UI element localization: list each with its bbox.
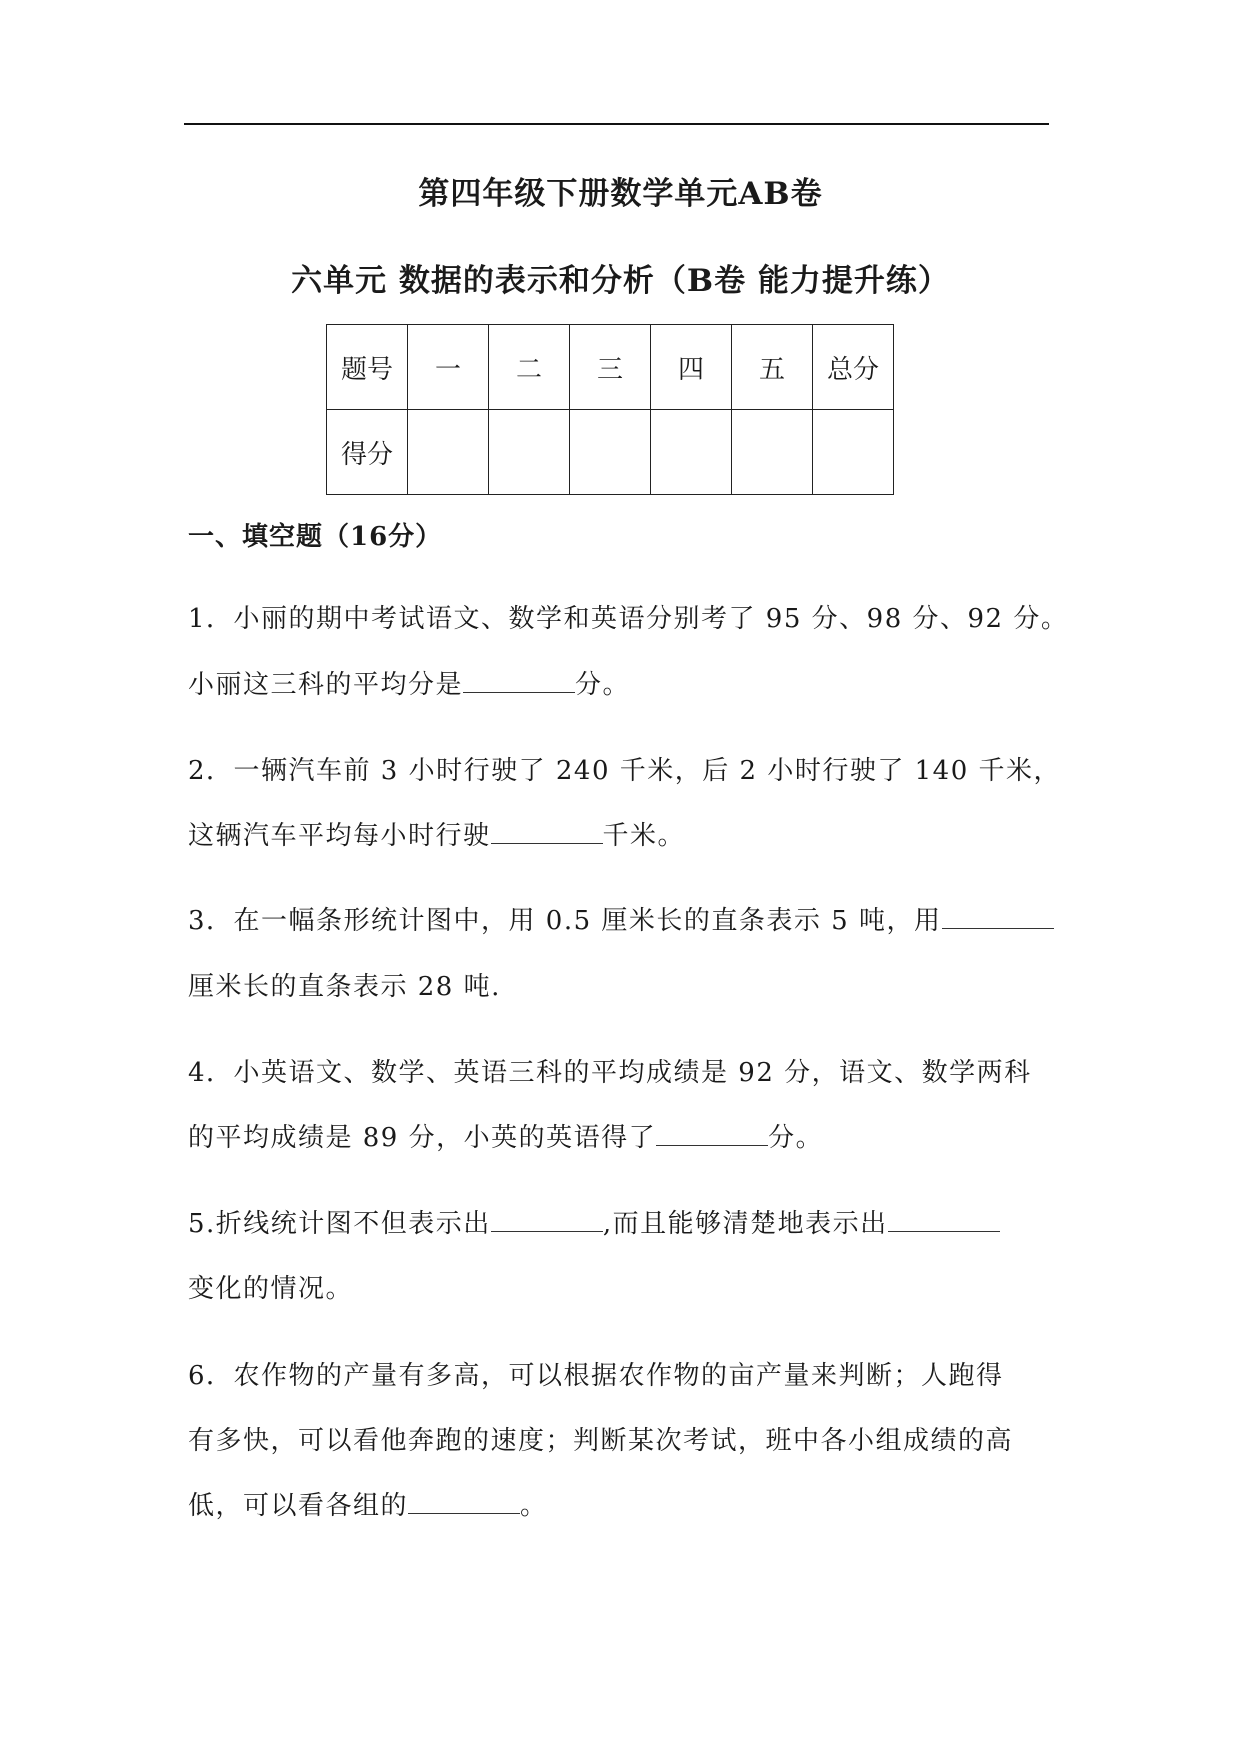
score-table <box>326 324 894 495</box>
q4-blank[interactable] <box>656 1121 768 1146</box>
q3-blank[interactable] <box>942 904 1054 929</box>
q5-text-a: 5.折线统计图不但表示出 <box>188 1209 491 1239</box>
score-input-4[interactable] <box>651 410 732 495</box>
q6-blank[interactable] <box>408 1489 520 1514</box>
q1-line1: 1．小丽的期中考试语文、数学和英语分别考了 95 分、98 分、92 分。 <box>188 604 1069 634</box>
q1-blank[interactable] <box>463 668 575 693</box>
q2-unit: 千米。 <box>602 821 686 851</box>
q4-text: 的平均成绩是 89 分，小英的英语得了 <box>188 1123 657 1153</box>
q1-text: 小丽这三科的平均分是 <box>188 670 464 700</box>
score-cell-4: 四 <box>651 325 732 410</box>
q2-line2 <box>188 815 685 852</box>
section-heading: 一、填空题（16分） <box>188 522 443 552</box>
page-title: 第四年级下册数学单元AB卷 <box>418 176 823 212</box>
score-table-score-row <box>327 410 894 495</box>
q6-line3 <box>188 1485 548 1522</box>
header-rule <box>184 123 1049 125</box>
q6-end: 。 <box>520 1491 548 1521</box>
q5-text-b: ,而且能够清楚地表示出 <box>602 1209 888 1239</box>
score-input-3[interactable] <box>570 410 651 495</box>
q6-line2: 有多快，可以看他奔跑的速度；判断某次考试，班中各小组成绩的高 <box>188 1426 1014 1456</box>
score-cell-3: 三 <box>570 325 651 410</box>
score-input-1[interactable] <box>408 410 489 495</box>
q5-blank-1[interactable] <box>491 1207 603 1232</box>
q3-text: 3．在一幅条形统计图中，用 0.5 厘米长的直条表示 5 吨，用 <box>188 906 942 936</box>
q4-line2 <box>188 1117 823 1154</box>
score-cell-label: 题号 <box>327 325 408 410</box>
page-subtitle: 六单元 数据的表示和分析（B卷 能力提升练） <box>291 263 950 299</box>
score-table-header-row <box>327 325 894 410</box>
q5-line2: 变化的情况。 <box>188 1274 354 1304</box>
q4-line1: 4．小英语文、数学、英语三科的平均成绩是 92 分，语文、数学两科 <box>188 1058 1032 1088</box>
score-cell-total: 总分 <box>813 325 894 410</box>
q5-line1 <box>188 1203 1000 1240</box>
q2-blank[interactable] <box>491 819 603 844</box>
q5-blank-2[interactable] <box>888 1207 1000 1232</box>
q3-line1 <box>188 900 1054 937</box>
score-row-label: 得分 <box>327 410 408 495</box>
score-input-total[interactable] <box>813 410 894 495</box>
q4-unit: 分。 <box>768 1123 824 1153</box>
q2-text: 这辆汽车平均每小时行驶 <box>188 821 491 851</box>
q2-line1: 2．一辆汽车前 3 小时行驶了 240 千米，后 2 小时行驶了 140 千米， <box>188 756 1061 786</box>
score-cell-2: 二 <box>489 325 570 410</box>
q6-line1: 6．农作物的产量有多高，可以根据农作物的亩产量来判断；人跑得 <box>188 1361 1004 1391</box>
score-input-5[interactable] <box>732 410 813 495</box>
q1-line2 <box>188 664 630 701</box>
q6-text: 低，可以看各组的 <box>188 1491 409 1521</box>
score-cell-5: 五 <box>732 325 813 410</box>
q1-unit: 分。 <box>575 670 631 700</box>
score-input-2[interactable] <box>489 410 570 495</box>
q3-line2: 厘米长的直条表示 28 吨. <box>188 972 501 1002</box>
score-cell-1: 一 <box>408 325 489 410</box>
